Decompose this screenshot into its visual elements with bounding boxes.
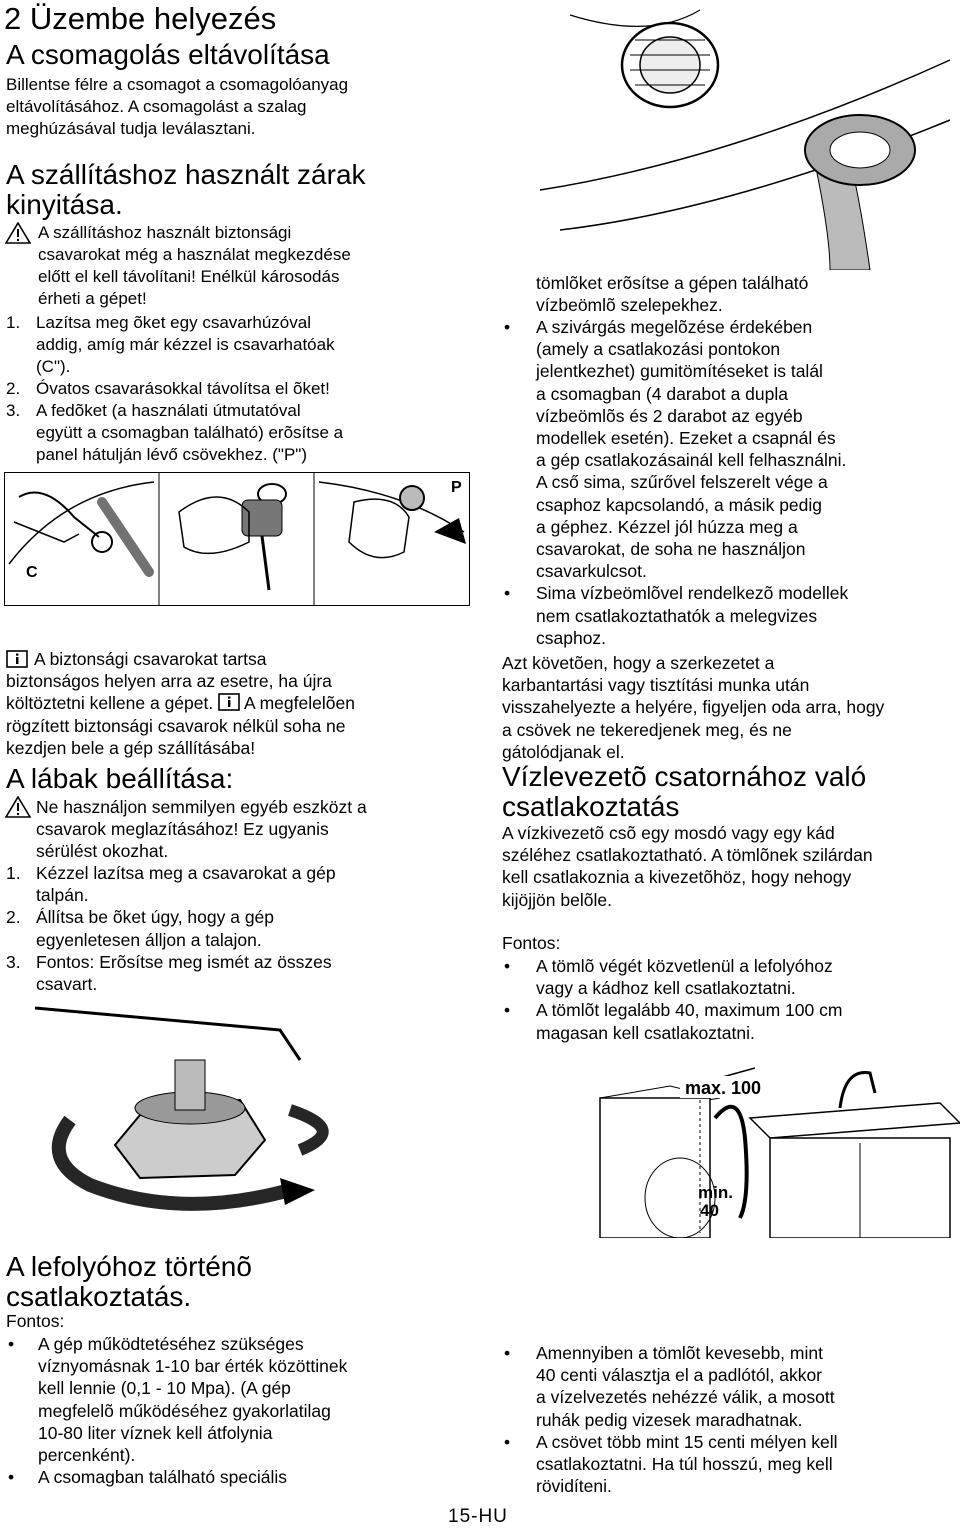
warning-icon <box>5 222 31 244</box>
text-line: A tömlõ végét közvetlenül a lefolyóhoz <box>536 956 833 976</box>
after-maintenance-text <box>502 652 884 763</box>
text-line: vízbeömlõs és 2 darabot az egyéb <box>536 405 803 426</box>
text-line: A tömlõt legalább 40, maximum 100 cm <box>536 1000 843 1021</box>
step-2 <box>6 906 336 950</box>
text-line: talpán. <box>36 885 89 906</box>
text-line: (C"). <box>36 357 71 376</box>
bullet: • <box>504 583 511 604</box>
text-line: csavarkulcsot. <box>536 561 647 582</box>
text-line: A csövet több mint 15 centi mélyen kell <box>536 1431 838 1452</box>
text-line: érheti a gépet! <box>38 289 147 308</box>
step-1 <box>6 862 336 906</box>
step-3 <box>6 400 343 466</box>
text-line: A vízkivezetõ csõ egy mosdó vagy egy kád <box>502 823 835 843</box>
text-line: csaphoz kapcsolandó, a másik pedig <box>536 494 823 515</box>
bullet: • <box>504 1343 511 1363</box>
text-line: A cső sima, szűrővel felszerelt vége a <box>536 472 828 493</box>
packaging-heading: A csomagolás eltávolítása <box>6 39 330 70</box>
text-line: A fedõket (a használati útmutatóval <box>36 401 301 420</box>
step-number: 2. <box>6 379 21 398</box>
bullet: • <box>504 1431 511 1452</box>
outlet-right-bullets <box>500 1342 838 1497</box>
feet-heading: A lábak beállítása: <box>6 763 234 794</box>
text-line: csavarokat, de soha ne használjon <box>536 539 806 560</box>
text-line: meghúzásával tudja leválasztani. <box>6 119 256 138</box>
text-line: A gép működtetéséhez szükséges <box>38 1334 304 1354</box>
text-line: a vízelvezetés nehézzé válik, a mosott <box>536 1387 835 1408</box>
step-2 <box>6 378 343 400</box>
text-line: Óvatos csavarásokkal távolítsa el õket! <box>36 379 330 398</box>
drain-bullets <box>500 955 842 1044</box>
transport-warning-text <box>38 222 351 310</box>
list-item <box>4 1333 347 1466</box>
outlet-left-bullets <box>4 1333 347 1488</box>
text-line: magasan kell csatlakoztatni. <box>536 1022 755 1043</box>
heading-line: A szállításhoz használt zárak <box>6 159 366 190</box>
text-line: a gép csatlakozásainál kell felhasználni. <box>536 450 847 471</box>
text-line: A szállításhoz használt biztonsági <box>38 223 292 242</box>
text-line: csavarokat még a használat megkezdése <box>38 245 351 264</box>
text-line: egyenletesen álljon a talajon. <box>36 929 262 950</box>
text-line: A csomagban található speciális <box>38 1467 288 1488</box>
outlet-important-label: Fontos: <box>6 1311 65 1331</box>
text-line: A biztonsági csavarokat tartsa <box>34 649 267 669</box>
transport-steps <box>6 312 343 466</box>
text-line: 10-80 liter víznek kell átfolynia <box>38 1422 273 1443</box>
text-line: (amely a csatlakozási pontokon <box>536 339 781 360</box>
figure-label-min-value: 40 <box>700 1201 719 1220</box>
text-line: 40 centi választja el a padlótól, akkor <box>536 1365 822 1386</box>
text-line: Állítsa be õket úgy, hogy a gép <box>36 907 275 928</box>
figure-label-p: P <box>451 479 462 496</box>
figure-label-max: max. 100 <box>685 1078 762 1098</box>
text-line: eltávolításához. A csomagolást a szalag <box>6 97 307 116</box>
list-item <box>4 1466 347 1488</box>
text-line: rövidíteni. <box>536 1476 612 1497</box>
drain-setup-figure <box>540 1048 960 1238</box>
text-line: tömlõket erõsítse a gépen található <box>536 273 809 293</box>
heading-line: Vízlevezetõ csatornához való <box>502 761 867 792</box>
bullet: • <box>504 317 511 337</box>
text-line: Fontos: Erõsítse meg ismét az összes <box>36 951 332 972</box>
step-number: 1. <box>6 863 21 883</box>
text-line: Azt követõen, hogy a szerkezetet a <box>502 653 775 673</box>
step-number: 3. <box>6 401 21 420</box>
text-line <box>6 692 355 714</box>
transport-locks-heading <box>6 160 366 220</box>
bullet: • <box>8 1467 15 1488</box>
text-line: Sima vízbeömlõvel rendelkezõ modellek <box>536 583 849 604</box>
list-item <box>500 1342 838 1431</box>
feet-steps <box>6 862 336 995</box>
text-line: víznyomásnak 1-10 bar érték közöttinek <box>38 1356 348 1377</box>
list-item <box>500 999 842 1043</box>
text-line: a csomagban (4 darabot a dupla <box>536 383 788 404</box>
text-line: Kézzel lazítsa meg a csavarokat a gép <box>36 863 336 883</box>
text-line: nem csatlakoztathatók a melegvizes <box>536 605 818 626</box>
info-icon <box>218 693 240 711</box>
text-line: A megfelelõen <box>244 693 355 714</box>
list-item <box>500 582 848 649</box>
outlet-heading <box>6 1252 252 1312</box>
step-1 <box>6 312 343 378</box>
page-title: 2 Üzembe helyezés <box>4 1 277 36</box>
drain-text <box>502 822 873 911</box>
text-line: panel hátulján lévő csövekhez. ("P") <box>36 445 307 464</box>
bullet: • <box>504 1000 511 1021</box>
heading-line: A lefolyóhoz történõ <box>6 1251 252 1282</box>
text-line: visszahelyezte a helyére, figyeljen oda arra, hogy <box>502 697 885 718</box>
step-number: 1. <box>6 313 21 332</box>
text-line: csavarok meglazításához! Ez ugyanis <box>36 819 329 840</box>
text-line: csatlakoztatni. Ha túl hosszú, meg kell <box>536 1454 833 1475</box>
bullet: • <box>8 1334 15 1354</box>
text-line: jelentkezhet) gumitömítéseket is talál <box>536 361 823 382</box>
figure-label-c: C <box>26 564 38 581</box>
warning-icon <box>5 796 31 818</box>
text-line: percenként). <box>38 1445 136 1466</box>
drain-heading <box>502 762 866 822</box>
text-line: Billentse félre a csomagot a csomagolóanyag <box>6 75 349 94</box>
figure-label-min: min. <box>698 1183 733 1202</box>
page-number: 15-HU <box>448 1506 508 1527</box>
text-line: ruhák pedig vizesek maradhatnak. <box>536 1409 803 1430</box>
heading-line: csatlakoztatás <box>502 791 680 822</box>
list-item <box>500 955 842 999</box>
text-line: költöztetni kellene a gépet. <box>6 693 214 714</box>
text-line: gátolódjanak el. <box>502 741 625 762</box>
hose-connection-figure <box>530 0 960 270</box>
text-line: karbantartási vagy tisztítási munka után <box>502 675 810 696</box>
inlet-bullets <box>500 316 848 649</box>
step-number: 3. <box>6 951 21 972</box>
text-line: megfelelõ működéséhez gyakorlatilag <box>38 1400 331 1421</box>
text-line: vízbeömlõ szelepekhez. <box>536 295 723 316</box>
feet-warning-text <box>36 796 367 863</box>
text-line: biztonságos helyen arra az esetre, ha újra <box>6 671 332 692</box>
text-line: csaphoz. <box>536 627 607 648</box>
text-line: csavart. <box>36 974 98 995</box>
text-line: kell lennie (0,1 - 10 Mpa). (A gép <box>38 1378 291 1399</box>
text-line: Lazítsa meg õket egy csavarhúzóval <box>36 313 311 332</box>
text-line: előtt el kell távolítani! Enélkül károsodás <box>38 267 340 286</box>
packaging-text <box>6 74 348 140</box>
text-line: széléhez csatlakoztatható. A tömlõnek szilárdan <box>502 845 873 866</box>
drain-important-label: Fontos: <box>502 933 561 953</box>
text-line: sérülést okozhat. <box>36 841 169 862</box>
text-line: Amennyiben a tömlõt kevesebb, mint <box>536 1343 823 1363</box>
text-line: a géphez. Kézzel jól húzza meg a <box>536 516 798 537</box>
heading-line: csatlakoztatás. <box>6 1281 192 1312</box>
text-line: együtt a csomagban található) erõsítse a <box>36 423 344 442</box>
list-item <box>500 316 848 582</box>
bullet: • <box>504 956 511 976</box>
text-line: A szivárgás megelõzése érdekében <box>536 317 813 337</box>
text-line: kezdjen bele a gép szállításába! <box>6 737 256 758</box>
continued-text <box>536 272 808 316</box>
step-3 <box>6 951 336 995</box>
heading-line: kinyitása. <box>6 189 123 220</box>
text-line: kell csatlakoznia a kivezetõhöz, hogy nehogy <box>502 867 852 888</box>
text-line: modellek esetén). Ezeket a csapnál és <box>536 428 836 449</box>
text-line: kijöjjön belõle. <box>502 889 612 910</box>
text-line: Ne használjon semmilyen egyéb eszközt a <box>36 797 367 817</box>
list-item <box>500 1431 838 1498</box>
info-paragraph <box>6 648 355 759</box>
step-number: 2. <box>6 907 21 928</box>
text-line: rögzített biztonsági csavarok nélkül soha ne <box>6 715 346 736</box>
transport-bolt-figure <box>4 472 470 606</box>
text-line: a csövek ne tekeredjenek meg, és ne <box>502 719 792 740</box>
adjustable-foot-figure <box>30 1000 370 1225</box>
text-line: addig, amíg már kézzel is csavarhatóak <box>36 335 335 354</box>
text-line: vagy a kádhoz kell csatlakoztatni. <box>536 978 796 999</box>
